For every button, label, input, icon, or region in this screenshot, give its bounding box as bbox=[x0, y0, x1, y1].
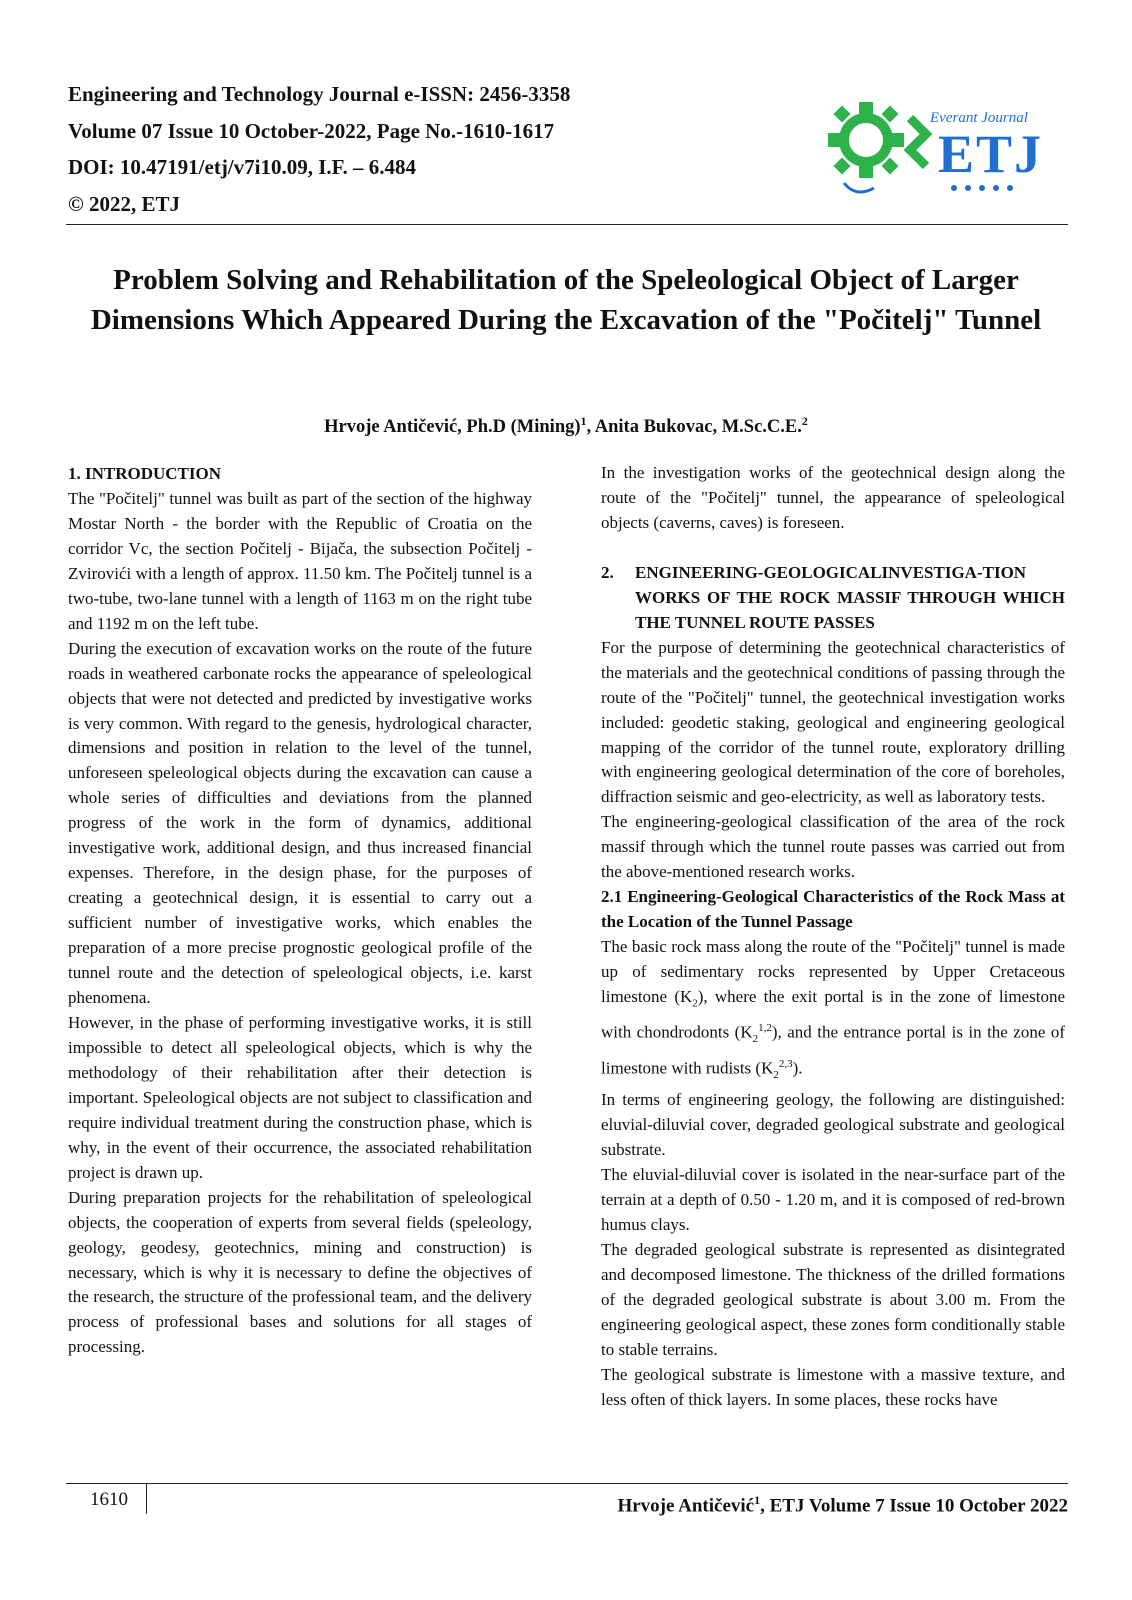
journal-header bbox=[68, 76, 708, 222]
author-separator: , bbox=[586, 417, 595, 438]
etj-logo-graphic bbox=[826, 88, 1046, 208]
author-line bbox=[70, 409, 1062, 439]
gear-emblem bbox=[828, 102, 926, 192]
paragraph: The degraded geological substrate is represented as disintegrated and decomposed limestone. The thickness of the drilled formations of the degraded geological substrate is about 3.00 m. From the engineering geological aspect, these zones form conditionally stable to stable terrains. bbox=[601, 1240, 1065, 1359]
page-number: 1610 bbox=[90, 1489, 128, 1510]
section-heading-introduction: 1. INTRODUCTION bbox=[68, 464, 222, 483]
journal-copyright-line: © 2022, ETJ bbox=[68, 191, 180, 216]
section-title: ENGINEERING-GEOLOGICALINVESTIGA-TION WORKS OF THE ROCK MASSIF THROUGH WHICH THE TUNNEL ROUTE PASSES bbox=[635, 562, 1065, 632]
logo-tagline: Everant Journal bbox=[930, 110, 1028, 126]
header-divider bbox=[66, 224, 1068, 225]
author-2: Anita Bukovac, M.Sc.C.E. bbox=[594, 417, 802, 438]
footer-vertical-divider bbox=[146, 1484, 147, 1514]
subscript: 2 bbox=[773, 1069, 779, 1082]
paragraph: During the execution of excavation works on the route of the future roads in weathered carbonate rocks the appearance of speleological objects that were not detected and predicted by investigative works is very common. With regard to the genesis, hydrological character, dimensions and position in relation to the level of the tunnel, unforeseen speleological objects during the excavation can cause a whole series of difficulties and deviations from the planned progress of the work in the form of dynamics, additional investigative work, additional design, and thus increased financial expenses. Therefore, in the design phase, for the purposes of creating a geotechnical design, it is essential to carry out a sufficient number of investigative works, which enables the preparation of a more precise prognostic geological profile of the tunnel route and the detection of speleological objects, i.e. karst phenomena. bbox=[68, 638, 532, 1008]
superscript: 2,3 bbox=[778, 1058, 793, 1071]
footer-author-affiliation: 1 bbox=[754, 1493, 761, 1507]
section-number: 2. bbox=[601, 562, 614, 582]
paragraph: In terms of engineering geology, the following are distinguished: eluvial-diluvial cover, degraded geological substrate and geological substrate. bbox=[601, 1090, 1065, 1160]
left-column bbox=[68, 462, 532, 1360]
spacer bbox=[601, 536, 1065, 561]
paragraph: The engineering-geological classification of the area of the rock massif through which the tunnel route passes was carried out from the above-mentioned research works. bbox=[601, 812, 1065, 882]
section-heading-investigation bbox=[601, 561, 1065, 636]
right-column bbox=[601, 461, 1065, 1413]
paragraph: In the investigation works of the geotechnical design along the route of the "Počitelj" tunnel, the appearance of speleological objects (caverns, caves) is foreseen. bbox=[601, 463, 1065, 532]
author-1-affiliation: 1 bbox=[580, 414, 587, 428]
author-2-affiliation: 2 bbox=[801, 414, 808, 428]
paragraph: The "Počitelj" tunnel was built as part of the section of the highway Mostar North - the border with the Republic of Croatia on the corridor Vc, the section Počitelj - Bijača, the subsection Počitelj - Zvirovići with a length of approx. 11.50 km. The Počitelj tunnel is a two-tube, two-lane tunnel with a length of 1163 m on the right tube and 1192 m on the left tube. bbox=[68, 488, 532, 633]
superscript: 1,2 bbox=[758, 1022, 772, 1035]
paragraph: During preparation projects for the rehabilitation of speleological objects, the cooperation of experts from several fields (speleology, geology, geodesy, geotechnics, mining and construction) is necessary, which is why it is necessary to define the objectives of the research, the structure of the professional team, and the delivery process of professional bases and solutions for all stages of processing. bbox=[68, 1187, 532, 1357]
journal-volume-line: Volume 07 Issue 10 October-2022, Page No.-1610-1617 bbox=[68, 118, 555, 143]
paragraph: The geological substrate is limestone with a massive texture, and less often of thick layers. In some places, these rocks have bbox=[601, 1364, 1065, 1409]
paragraph-rock-mass bbox=[601, 935, 1065, 1088]
author-1: Hrvoje Antičević, Ph.D (Mining) bbox=[324, 417, 581, 438]
text-run: ), where the exit portal is in the zone of limestone with chondrodonts (K bbox=[601, 987, 1065, 1043]
footer-divider bbox=[66, 1483, 1068, 1484]
footer-author: Hrvoje Antičević bbox=[617, 1495, 755, 1517]
etj-logo bbox=[826, 88, 1046, 208]
subscript: 2 bbox=[692, 997, 698, 1010]
logo-glyph-row bbox=[951, 185, 1013, 191]
paper-title: Problem Solving and Rehabilitation of the Speleological Object of Larger Dimensions Which Appeared During the Excavation of the "Počitelj" Tunnel bbox=[90, 264, 1042, 336]
paragraph: However, in the phase of performing investigative works, it is still impossible to detect all speleological objects, which is why the methodology of their rehabilitation after their detection is important. Speleological objects are not subject to classification and require individual treatment during the construction phase, which is why, in the event of their occurrence, the associated rehabilitation project is drawn up. bbox=[68, 1012, 532, 1182]
text-run: The basic rock mass along the route of the "Počitelj" tunnel is made up of sedimentary rocks represented by Upper Cretaceous limestone (K bbox=[601, 937, 1065, 1007]
journal-doi-line: DOI: 10.47191/etj/v7i10.09, I.F. – 6.484 bbox=[68, 155, 417, 179]
text-run: ). bbox=[792, 1059, 803, 1079]
paragraph: The eluvial-diluvial cover is isolated in the near-surface part of the terrain at a depth of 0.50 - 1.20 m, and it is composed of red-brown humus clays. bbox=[601, 1165, 1065, 1235]
paragraph: For the purpose of determining the geotechnical characteristics of the materials and the geotechnical conditions of passing through the route of the "Počitelj" tunnel, the geotechnical investigation works included: geodetic staking, geological and engineering geological mapping of the corridor of the tunnel route, exploratory drilling with engineering geological determination of the core of boreholes, diffraction seismic and geo-electricity, as well as laboratory tests. bbox=[601, 637, 1065, 807]
footer-journal: , ETJ Volume 7 Issue 10 October 2022 bbox=[760, 1495, 1068, 1517]
text-run: ), and the entrance portal is in the zone of limestone with rudists (K bbox=[601, 1023, 1065, 1079]
subscript: 2 bbox=[752, 1033, 759, 1046]
logo-letters: ETJ bbox=[938, 124, 1044, 184]
journal-issn-line: Engineering and Technology Journal e-ISSN: 2456-3358 bbox=[68, 82, 571, 106]
subsection-heading: 2.1 Engineering-Geological Characteristics of the Rock Mass at the Location of the Tunnel Passage bbox=[601, 887, 1065, 932]
running-footer bbox=[617, 1488, 1068, 1518]
